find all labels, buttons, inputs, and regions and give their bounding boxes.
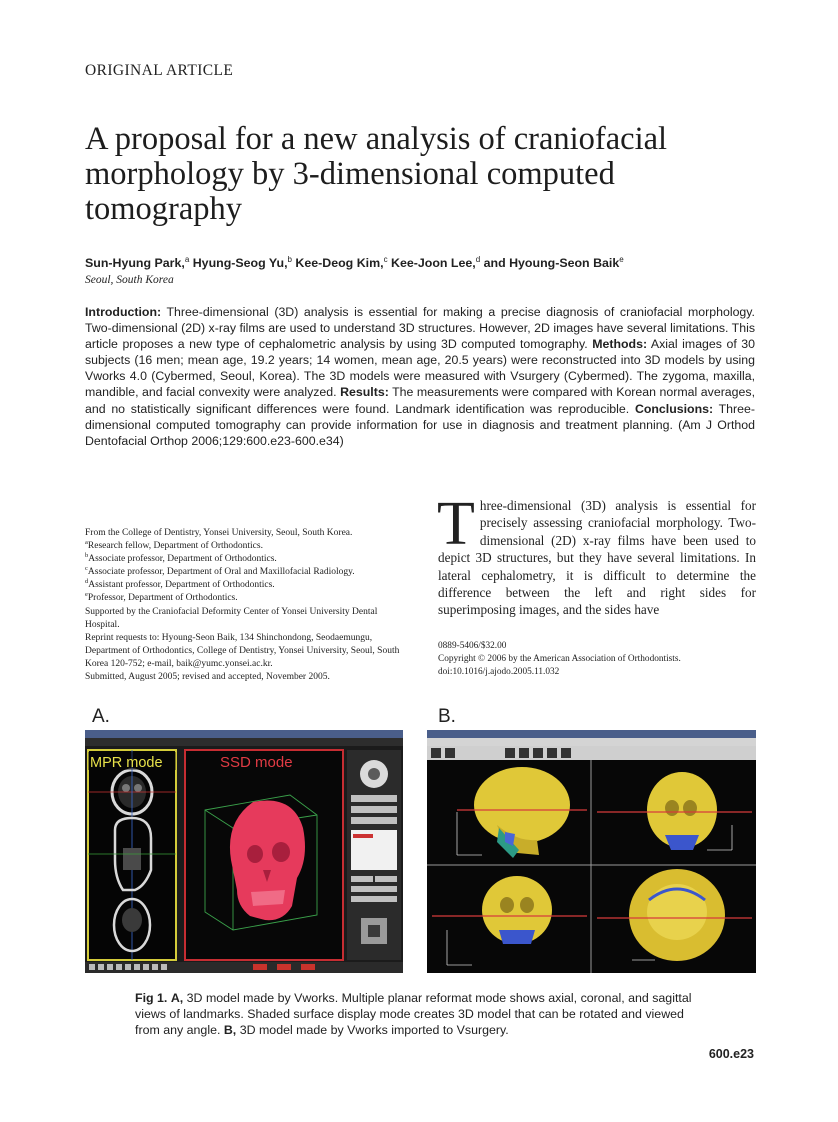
abstract-results-label: Results: bbox=[340, 385, 389, 400]
body-paragraph: hree-dimensional (3D) analysis is essential for precisely assessing craniofacial morphology. Two-dimensional (2D) x-ray films have been used to depict 3D structures, but they have several limitations. In lateral cephalometry, it is difficult to determine the difference between the left and right sides for superimposing images, and the sides have bbox=[438, 498, 756, 618]
author: Hyung-Seog Yu,$^b$ bbox=[192, 254, 292, 270]
figure-caption bbox=[135, 990, 710, 1038]
caption-a-text: 3D model made by Vworks. Multiple planar reformat mode shows axial, coronal, and sagittal views of landmarks. Shaded surface display mode creates 3D model that can be rotated and viewed from any angle. bbox=[135, 991, 692, 1037]
body-text bbox=[437, 490, 756, 619]
doi: doi:10.1016/j.ajodo.2005.11.032 bbox=[438, 666, 560, 677]
caption-b-label: B, bbox=[223, 1023, 237, 1037]
panel-a-label: A. bbox=[92, 706, 110, 727]
drop-cap: T bbox=[437, 490, 475, 558]
author: Kee-Deog Kim,$^c$ bbox=[295, 254, 388, 270]
abstract-results-text: The measurements were compared with Korean normal averages, and no statistically significant differences were found. Landmark identification was reproducible. bbox=[85, 385, 755, 416]
issn: 0889-5406/$32.00 bbox=[438, 641, 507, 651]
abstract-intro-text: Three-dimensional (3D) analysis is essential for making a precise diagnosis of craniofacial morphology. Two-dimensional (2D) x-ray films are used to understand 3D structures. However, 2D images have several limitations. This article proposes a new type of cephalometric analysis by using 3D computed tomography. bbox=[85, 305, 755, 352]
copyright-line: Copyright © 2006 by the American Association of Orthodontists. bbox=[438, 653, 681, 664]
abstract-methods-text: Axial images of 30 subjects (16 men; mean age, 19.2 years; 14 women, mean age, 20.5 years) were reconstructed into 3D models by using Vworks 4.0 (Cybermed, Seoul, Korea). The 3D models were measured with Vsurgery (Cybermed). The zygoma, maxilla, mandible, and facial convexity were analyzed. bbox=[85, 337, 756, 400]
author: Sun-Hyung Park,$^a$ bbox=[85, 254, 190, 270]
vsurgery-screenshot bbox=[427, 730, 756, 973]
abstract-conclusions-text: Three-dimensional computed tomography can provide information for use in diagnosis and treatment planning. (Am J Orthod Dentofacial Orthop 2006;129:600.e23-600.e34) bbox=[85, 401, 755, 448]
abstract-methods-label: Methods: bbox=[592, 337, 648, 352]
affiliation-line: From the College of Dentistry, Yonsei University, Seoul, South Korea. bbox=[85, 528, 353, 538]
abstract bbox=[85, 304, 755, 449]
affiliation-line: $^d$Assistant professor, Department of Orthodontics. bbox=[85, 578, 275, 591]
submission-dates: Submitted, August 2005; revised and accepted, November 2005. bbox=[85, 672, 330, 683]
ssd-mode-label: SSD mode bbox=[220, 754, 293, 771]
author-location: Seoul, South Korea bbox=[85, 274, 174, 286]
affiliation-line: $^e$Professor, Department of Orthodontics. bbox=[85, 591, 238, 604]
affiliation-line: $^a$Research fellow, Department of Orthodontics. bbox=[85, 538, 263, 552]
copyright-block bbox=[438, 640, 758, 678]
affiliation-line: $^b$Associate professor, Department of Orthodontics. bbox=[85, 552, 277, 565]
article-title: A proposal for a new analysis of craniofacial morphology by 3-dimensional computed tomography bbox=[85, 121, 668, 227]
author: Kee-Joon Lee,$^d$ bbox=[391, 254, 481, 270]
author-list bbox=[85, 256, 624, 270]
mpr-mode-label: MPR mode bbox=[90, 755, 163, 771]
reprint-requests: Reprint requests to: Hyoung-Seon Baik, 134 Shinchondong, Seodaemungu, Department of Orthodontics, College of Dentistry, Yonsei University, Seoul, South Korea 120-752; e-mail, baik@yumc.yonsei.ac.kr. bbox=[85, 632, 400, 669]
page-number: 600.e23 bbox=[708, 1047, 754, 1061]
affiliations bbox=[85, 527, 410, 684]
caption-a-label: A, bbox=[170, 991, 184, 1005]
figure-panel-a-vworks bbox=[85, 730, 403, 973]
caption-b-text: 3D model made by Vworks imported to Vsurgery. bbox=[236, 1023, 509, 1037]
abstract-intro-label: Introduction: bbox=[85, 305, 162, 319]
vworks-screenshot bbox=[85, 730, 403, 973]
abstract-conclusions-label: Conclusions: bbox=[634, 401, 714, 416]
figure-panel-b-vsurgery bbox=[427, 730, 756, 973]
caption-label: Fig 1. bbox=[135, 991, 168, 1005]
panel-b-label: B. bbox=[438, 706, 456, 727]
funding-note: Supported by the Craniofacial Deformity Center of Yonsei University Dental Hospital. bbox=[85, 606, 378, 630]
affiliation-line: $^c$Associate professor, Department of Oral and Maxillofacial Radiology. bbox=[85, 565, 355, 578]
section-label: ORIGINAL ARTICLE bbox=[85, 62, 234, 79]
author: and Hyoung-Seon Baik$^e$ bbox=[483, 254, 624, 270]
